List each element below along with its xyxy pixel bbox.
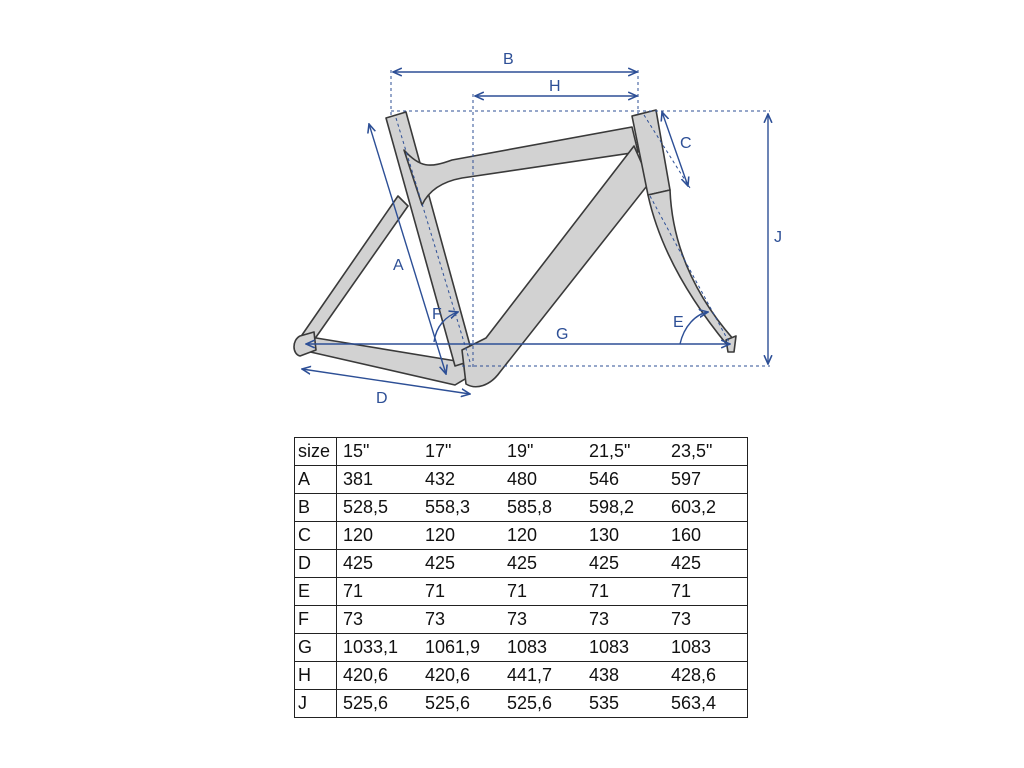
table-cell: 425 xyxy=(665,550,748,578)
dimension-e-arc xyxy=(680,312,708,344)
table-cell: B xyxy=(295,494,337,522)
table-cell: 480 xyxy=(501,466,583,494)
label-e: E xyxy=(673,314,684,331)
table-cell: J xyxy=(295,690,337,718)
table-row xyxy=(295,550,748,578)
table-cell: H xyxy=(295,662,337,690)
table-cell: 428,6 xyxy=(665,662,748,690)
table-cell: 73 xyxy=(419,606,501,634)
table-header-cell: 15" xyxy=(337,438,420,466)
down-tube xyxy=(462,146,650,387)
table-cell: 1083 xyxy=(583,634,665,662)
label-d: D xyxy=(376,390,388,407)
table-cell: 71 xyxy=(665,578,748,606)
table-cell: 71 xyxy=(419,578,501,606)
table-cell: 120 xyxy=(337,522,420,550)
label-g: G xyxy=(556,326,569,343)
table-header-cell: 23,5" xyxy=(665,438,748,466)
table-cell: F xyxy=(295,606,337,634)
table-row xyxy=(295,690,748,718)
table-cell: 425 xyxy=(583,550,665,578)
table-cell: 73 xyxy=(337,606,420,634)
table-cell: 160 xyxy=(665,522,748,550)
table-header-cell: 17" xyxy=(419,438,501,466)
table-row xyxy=(295,466,748,494)
table-cell: 603,2 xyxy=(665,494,748,522)
table-cell: 585,8 xyxy=(501,494,583,522)
table-cell: A xyxy=(295,466,337,494)
table-header-row xyxy=(295,438,748,466)
table-cell: 120 xyxy=(419,522,501,550)
table-cell: 1033,1 xyxy=(337,634,420,662)
table-row xyxy=(295,578,748,606)
table-cell: 528,5 xyxy=(337,494,420,522)
table-cell: D xyxy=(295,550,337,578)
table-row xyxy=(295,494,748,522)
table-cell: 438 xyxy=(583,662,665,690)
label-f: F xyxy=(432,306,442,323)
table-cell: 525,6 xyxy=(419,690,501,718)
table-header-cell: 19" xyxy=(501,438,583,466)
table-cell: 425 xyxy=(419,550,501,578)
table-cell: C xyxy=(295,522,337,550)
table-cell: 381 xyxy=(337,466,420,494)
label-a: A xyxy=(393,257,404,274)
table-cell: E xyxy=(295,578,337,606)
table-header-cell: size xyxy=(295,438,337,466)
table-cell: 71 xyxy=(501,578,583,606)
table-cell: 73 xyxy=(583,606,665,634)
table-cell: 525,6 xyxy=(501,690,583,718)
table-cell: 73 xyxy=(665,606,748,634)
table-cell: 1083 xyxy=(665,634,748,662)
table-cell: 73 xyxy=(501,606,583,634)
table-cell: 71 xyxy=(337,578,420,606)
table-cell: 71 xyxy=(583,578,665,606)
bike-frame xyxy=(294,110,736,387)
seat-tube xyxy=(386,112,474,366)
table-row xyxy=(295,522,748,550)
table-cell: 598,2 xyxy=(583,494,665,522)
table-cell: 1083 xyxy=(501,634,583,662)
table-cell: 535 xyxy=(583,690,665,718)
table-row xyxy=(295,662,748,690)
table-cell: 120 xyxy=(501,522,583,550)
label-c: C xyxy=(680,135,692,152)
label-j: J xyxy=(774,229,782,246)
geometry-table xyxy=(294,437,748,718)
table-cell: 432 xyxy=(419,466,501,494)
table-cell: 130 xyxy=(583,522,665,550)
table-cell: 1061,9 xyxy=(419,634,501,662)
table-cell: 546 xyxy=(583,466,665,494)
table-cell: 525,6 xyxy=(337,690,420,718)
label-h: H xyxy=(549,78,561,95)
label-b: B xyxy=(503,51,514,68)
table-cell: 563,4 xyxy=(665,690,748,718)
table-row xyxy=(295,606,748,634)
table-cell: 597 xyxy=(665,466,748,494)
table-cell: 441,7 xyxy=(501,662,583,690)
table-cell: 558,3 xyxy=(419,494,501,522)
table-cell: 420,6 xyxy=(419,662,501,690)
table-cell: 425 xyxy=(337,550,420,578)
table-cell: G xyxy=(295,634,337,662)
table-header-cell: 21,5" xyxy=(583,438,665,466)
table-cell: 420,6 xyxy=(337,662,420,690)
table-row xyxy=(295,634,748,662)
table-cell: 425 xyxy=(501,550,583,578)
